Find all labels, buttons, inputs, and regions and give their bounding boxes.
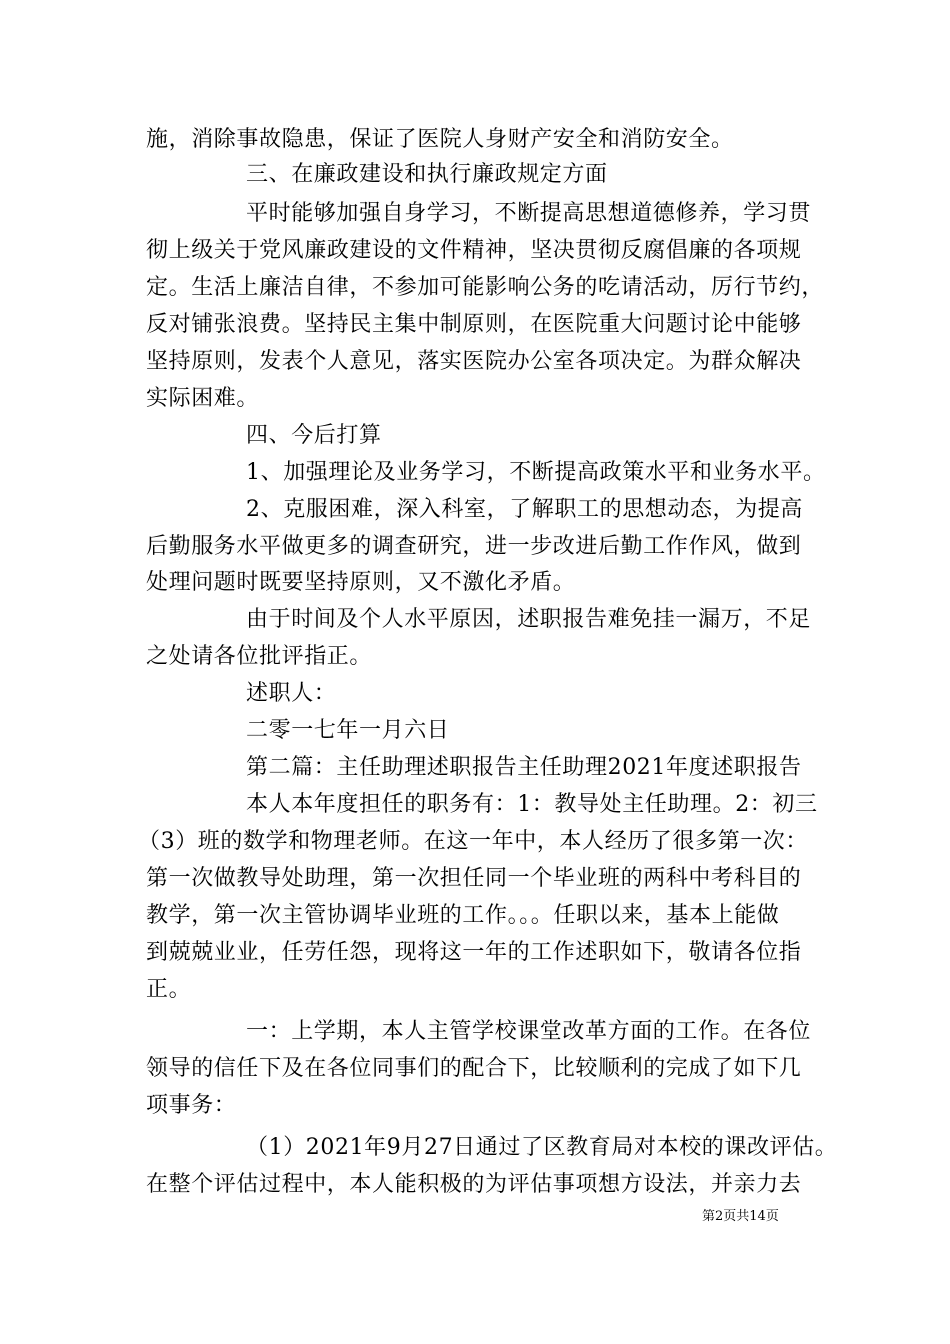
text-line: 定。生活上廉洁自律，不参加可能影响公务的吃请活动，厉行节约， [146, 275, 825, 300]
text-line: 一：上学期，本人主管学校课堂改革方面的工作。在各位 [246, 1019, 812, 1044]
text-line: 后勤服务水平做更多的调查研究，进一步改进后勤工作作风，做到 [146, 534, 802, 559]
text-line: （1）2021年9月27日通过了区教育局对本校的课改评估。 [246, 1135, 838, 1160]
section-heading: 四、今后打算 [246, 423, 382, 448]
signature-label: 述职人： [246, 681, 337, 706]
text-line: 实际困难。 [146, 386, 260, 411]
text-line: 平时能够加强自身学习，不断提高思想道德修养，学习贯 [246, 201, 812, 226]
text-line: 项事务： [146, 1093, 237, 1118]
text-line: 到兢兢业业，任劳任怨，现将这一年的工作述职如下，敬请各位指 [146, 940, 802, 965]
text-line: 1、加强理论及业务学习，不断提高政策水平和业务水平。 [246, 460, 826, 485]
text-line: 领导的信任下及在各位同事们的配合下，比较顺利的完成了如下几 [146, 1056, 802, 1081]
text-line: （3）班的数学和物理老师。在这一年中，本人经历了很多第一次： [138, 829, 808, 854]
page-number: 第2页共14页 [702, 1209, 779, 1224]
text-line: 本人本年度担任的职务有：1：教导处主任助理。2：初三 [246, 792, 818, 817]
text-line: 2、克服困难，深入科室，了解职工的思想动态，为提高 [246, 497, 803, 522]
text-line: 之处请各位批评指正。 [146, 644, 373, 669]
text-line: 坚持原则，发表个人意见，落实医院办公室各项决定。为群众解决 [146, 349, 802, 374]
text-line: 反对铺张浪费。坚持民主集中制原则，在医院重大问题讨论中能够 [146, 312, 802, 337]
text-line: 处理问题时既要坚持原则，又不激化矛盾。 [146, 570, 576, 595]
chapter-title: 第二篇：主任助理述职报告主任助理2021年度述职报告 [246, 755, 802, 780]
text-line: 在整个评估过程中，本人能积极的为评估事项想方设法，并亲力去 [146, 1172, 802, 1197]
text-line: 彻上级关于党风廉政建设的文件精神，坚决贯彻反腐倡廉的各项规 [146, 238, 802, 263]
signature-date: 二零一七年一月六日 [246, 718, 450, 743]
text-line: 第一次做教导处助理，第一次担任同一个毕业班的两科中考科目的 [146, 866, 802, 891]
section-heading: 三、在廉政建设和执行廉政规定方面 [246, 162, 608, 187]
text-line: 由于时间及个人水平原因，述职报告难免挂一漏万，不足 [246, 607, 812, 632]
text-line: 教学，第一次主管协调毕业班的工作。。。任职以来，基本上能做 [146, 903, 780, 928]
text-line: 施，消除事故隐患，保证了医院人身财产安全和消防安全。 [146, 127, 734, 152]
text-line: 正。 [146, 977, 192, 1002]
